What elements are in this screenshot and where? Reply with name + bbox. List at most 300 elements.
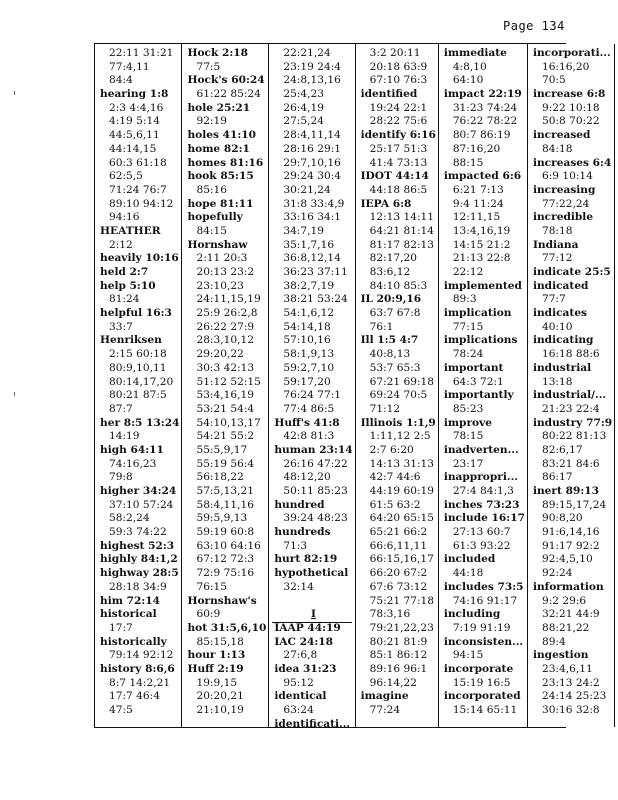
index-reference: 32:21 44:9	[541, 608, 600, 621]
index-reference: 60:3 61:18	[109, 156, 167, 169]
index-reference: 77:4,11	[109, 60, 150, 73]
index-term: highly 84:1,2	[100, 553, 178, 566]
index-reference: 32:14	[283, 580, 314, 593]
index-reference: 4:8,10	[452, 60, 487, 73]
index-reference: 90:8,20	[541, 512, 583, 525]
index-reference: 82:17,20	[369, 252, 417, 265]
index-reference: 64:3 72:1	[452, 375, 504, 388]
index-reference: 58:4,11,16	[196, 498, 254, 511]
index-term: homes 81:16	[187, 156, 264, 169]
index-reference: 66:15,16,17	[369, 553, 434, 566]
index-term: increased	[532, 129, 591, 142]
index-reference: 20:13 23:2	[196, 266, 255, 278]
index-term: hurt 82:19	[274, 553, 338, 566]
index-reference: 25:9 26:2,8	[196, 307, 258, 320]
index-reference: 67:10 76:3	[369, 74, 428, 87]
index-reference: 65:21 66:2	[369, 526, 428, 539]
index-reference: 36:8,12,14	[283, 252, 341, 265]
index-reference	[274, 595, 352, 609]
index-reference: 44:18 86:5	[369, 183, 428, 196]
index-term: inappropri...	[443, 471, 518, 484]
index-reference: 28:22 75:6	[369, 115, 428, 128]
index-reference: 12:11,15	[452, 211, 501, 224]
index-reference: 34:7,19	[283, 224, 324, 237]
index-reference: 78:3,16	[369, 608, 411, 621]
index-reference: 53:21 54:4	[196, 402, 255, 415]
index-reference: 89:3	[452, 293, 477, 306]
index-reference: 80:21 81:9	[369, 635, 428, 648]
index-reference: 80:22 81:13	[541, 430, 607, 443]
index-reference: 21:13 22:8	[452, 252, 511, 265]
index-term: Hornshaw	[187, 238, 248, 251]
index-reference: 84:10 85:3	[369, 279, 428, 292]
index-term: increases 6:4	[532, 156, 612, 169]
index-reference: 84:15	[196, 224, 227, 237]
index-reference: 17:7 46:4	[109, 690, 160, 703]
index-reference: 71:3	[283, 539, 308, 552]
index-reference: 95:12	[283, 676, 314, 689]
index-term: Huff's 41:8	[274, 416, 340, 429]
index-reference: 41:4 73:13	[369, 156, 428, 169]
index-term: implication	[443, 307, 512, 320]
index-reference: 57:5,13,21	[196, 485, 254, 497]
index-term: her 8:5 13:24	[100, 416, 180, 429]
index-reference: 40:8,13	[369, 348, 411, 361]
index-reference: 61:22 85:24	[196, 88, 261, 101]
index-reference: 13:4,16,19	[452, 224, 511, 237]
index-reference: 12:13 14:11	[369, 211, 435, 224]
index-reference: 89:16 96:1	[369, 662, 428, 675]
index-reference: 89:15,17,24	[541, 498, 607, 511]
index-reference: 87:7	[109, 402, 133, 415]
index-term: high 64:11	[100, 443, 164, 456]
index-reference: 42:7 44:6	[369, 471, 421, 484]
index-reference: 31:23 74:24	[452, 101, 518, 114]
index-reference: 84:4	[109, 74, 133, 87]
index-reference: 80:21 87:5	[109, 389, 167, 402]
index-reference: 92:4,5,10	[541, 553, 593, 566]
index-term: incorporated	[443, 690, 521, 703]
index-reference: 29:20,22	[196, 348, 244, 361]
index-reference: 82:6,17	[541, 443, 583, 456]
index-reference: 14:13 31:13	[369, 457, 435, 470]
index-term: inadverten...	[443, 443, 519, 456]
index-term: IEPA 6:8	[360, 197, 412, 210]
index-reference: 74:16 91:17	[452, 594, 518, 607]
index-term: implemented	[443, 279, 522, 292]
index-reference: 57:10,16	[283, 334, 331, 347]
index-reference: 89:4	[541, 635, 566, 648]
index-reference: 94:15	[452, 649, 484, 662]
index-reference: 85:16	[196, 183, 227, 196]
index-term: identificati...	[274, 717, 351, 730]
index-term: Ill 1:5 4:7	[360, 334, 419, 347]
index-term: him 72:14	[100, 594, 161, 607]
index-reference: 59:19 60:8	[196, 526, 255, 539]
index-reference: 2:11 20:3	[196, 252, 248, 265]
index-reference: 21:23 22:4	[541, 402, 600, 415]
index-reference: 22:12	[452, 266, 484, 278]
index-term: history 8:6,6	[100, 662, 175, 675]
index-term: identified	[360, 88, 418, 101]
index-reference: 64:10	[452, 74, 484, 87]
index-term: human 23:14	[274, 443, 353, 456]
index-reference: 63:24	[283, 704, 314, 716]
index-reference: 92:24	[541, 567, 573, 580]
index-term: home 82:1	[187, 142, 250, 155]
index-term: impacted 6:6	[443, 170, 522, 183]
index-reference: 20:20,21	[196, 690, 244, 703]
word-index-table	[94, 43, 613, 730]
index-reference: 84:18	[541, 142, 573, 155]
index-reference: 79:8	[109, 471, 133, 484]
index-term: holes 41:10	[187, 129, 257, 142]
index-reference: 77:15	[452, 320, 484, 333]
index-reference: 76:15	[196, 580, 227, 593]
index-reference: 19:24 22:1	[369, 101, 428, 114]
index-term: Illinois 1:1,9	[360, 416, 436, 429]
index-reference: 6:21 7:13	[452, 183, 504, 196]
index-term: hopefully	[187, 211, 243, 224]
index-term: ingestion	[532, 649, 589, 662]
index-term: increasing	[532, 183, 596, 196]
index-term: implications	[443, 334, 518, 347]
index-reference: 63:10 64:16	[196, 539, 261, 552]
index-reference: 7:19 91:19	[452, 621, 511, 634]
index-reference: 87:16,20	[452, 142, 501, 155]
index-reference: 44:18	[452, 567, 484, 580]
index-reference: 50:8 70:22	[541, 115, 600, 128]
index-reference: 94:16	[109, 211, 140, 224]
index-reference: 47:5	[109, 704, 133, 716]
index-term: idea 31:23	[274, 662, 337, 675]
section-divider	[272, 622, 351, 623]
index-reference: 22:21,24	[283, 47, 331, 59]
margin-tick-mark	[14, 392, 18, 396]
index-column	[268, 44, 354, 730]
index-column	[527, 44, 615, 727]
index-term: Huff 2:19	[187, 662, 244, 675]
index-reference: 85:15,18	[196, 635, 244, 648]
index-term: helpful 16:3	[100, 307, 172, 320]
index-reference: 21:10,19	[196, 704, 244, 716]
index-reference: 4:19 5:14	[109, 115, 160, 128]
index-reference: 85:1 86:12	[369, 649, 428, 662]
index-reference: 26:22 27:9	[196, 320, 255, 333]
index-term: hundred	[274, 498, 325, 511]
index-reference: 64:20 65:15	[369, 512, 435, 525]
index-reference: 55:19 56:4	[196, 457, 255, 470]
index-reference: 76:24 77:1	[283, 389, 342, 402]
index-term: indicate 25:5	[532, 266, 611, 278]
index-column	[94, 44, 181, 727]
index-reference: 77:24	[369, 704, 401, 716]
index-reference: 92:19	[196, 115, 227, 128]
index-reference: 15:14 65:11	[452, 704, 518, 716]
index-reference: 14:15 21:2	[452, 238, 511, 251]
index-reference: 16:18 88:6	[541, 348, 600, 361]
index-reference: 96:14,22	[369, 676, 417, 689]
index-reference: 25:4,23	[283, 88, 324, 101]
index-term: historical	[100, 608, 157, 621]
index-reference: 19:9,15	[196, 676, 238, 689]
index-term: IL 20:9,16	[360, 293, 422, 306]
index-reference: 24:14 25:23	[541, 690, 607, 703]
index-reference: 62:5,5	[109, 170, 143, 183]
index-reference: 29:7,10,16	[283, 156, 341, 169]
index-term: include 16:17	[443, 512, 525, 525]
index-reference: 67:12 72:3	[196, 553, 255, 566]
index-term: including	[443, 608, 501, 621]
index-reference: 79:21,22,23	[369, 621, 434, 634]
index-reference: 77:4 86:5	[283, 402, 335, 415]
index-reference: 2:15 60:18	[109, 348, 167, 361]
index-reference: 53:7 65:3	[369, 361, 421, 374]
index-reference: 26:16 47:22	[283, 457, 348, 470]
index-reference: 2:3 4:4,16	[109, 101, 164, 114]
index-reference: 9:2 29:6	[541, 594, 587, 607]
index-reference: 8:7 14:2,21	[109, 676, 171, 689]
index-reference: 44:14,15	[109, 142, 157, 155]
index-reference: 23:4,6,11	[541, 662, 593, 675]
index-reference: 83:6,12	[369, 266, 411, 278]
index-reference: 81:17 82:13	[369, 238, 435, 251]
index-term: highway 28:5	[100, 567, 179, 580]
index-reference: 55:5,9,17	[196, 443, 248, 456]
index-term: incorporate	[443, 662, 514, 675]
index-term: IDOT 44:14	[360, 170, 429, 183]
index-term: Henriksen	[100, 334, 162, 347]
index-reference: 3:2 20:11	[369, 47, 421, 59]
index-reference: 28:18 34:9	[109, 580, 167, 593]
index-reference: 9:22 10:18	[541, 101, 600, 114]
index-term: incredible	[532, 211, 594, 224]
index-term: increase 6:8	[532, 88, 606, 101]
index-reference: 60:9	[196, 608, 221, 621]
index-reference: 40:10	[541, 320, 573, 333]
index-reference: 80:9,10,11	[109, 361, 167, 374]
index-reference: 89:10 94:12	[109, 197, 174, 210]
index-term: hypothetical	[274, 567, 349, 580]
index-reference: 91:6,14,16	[541, 526, 600, 539]
index-reference: 28:3,10,12	[196, 334, 254, 347]
index-reference: 27:5,24	[283, 115, 324, 128]
index-reference: 78:24	[452, 348, 484, 361]
index-reference: 54:1,6,12	[283, 307, 335, 320]
index-term: inert 89:13	[532, 485, 599, 497]
index-reference: 77:5	[196, 60, 221, 73]
index-term: indicating	[532, 334, 594, 347]
index-term: IAAP 44:19	[274, 621, 341, 634]
index-term: help 5:10	[100, 279, 156, 292]
index-term: heavily 10:16	[100, 252, 179, 265]
index-reference: 54:21 55:2	[196, 430, 255, 443]
index-term: Hock's 60:24	[187, 74, 265, 87]
index-term: included	[443, 553, 496, 566]
index-reference: 42:8 81:3	[283, 430, 335, 443]
index-term: hearing 1:8	[100, 88, 169, 101]
index-term: Hornshaw's	[187, 594, 257, 607]
index-term: hook 85:15	[187, 170, 254, 183]
index-term: important	[443, 361, 504, 374]
index-reference: 23:10,23	[196, 279, 244, 292]
index-term: highest 52:3	[100, 539, 175, 552]
index-term: hundreds	[274, 526, 331, 539]
index-reference: 48:12,20	[283, 471, 331, 484]
index-reference: 23:19 24:4	[283, 60, 342, 73]
index-term: importantly	[443, 389, 514, 402]
index-term: hot 31:5,6,10	[187, 621, 267, 634]
index-reference: 2:7 6:20	[369, 443, 414, 456]
index-reference: 75:21 77:18	[369, 594, 435, 607]
index-reference: 72:9 75:16	[196, 567, 255, 580]
index-reference: 33:7	[109, 320, 133, 333]
index-reference: 79:14 92:12	[109, 649, 174, 662]
index-reference: 78:15	[452, 430, 484, 443]
index-reference: 17:7	[109, 621, 133, 634]
index-column	[438, 44, 527, 727]
index-reference: 30:16 32:8	[541, 704, 600, 716]
index-reference: 50:11 85:23	[283, 485, 348, 497]
index-term: Hock 2:18	[187, 47, 249, 59]
index-reference: 2:12	[109, 238, 133, 251]
index-reference: 27:4 84:1,3	[452, 485, 514, 497]
index-reference: 66:20 67:2	[369, 567, 428, 580]
index-term: hour 1:13	[187, 649, 246, 662]
index-reference: 61:3 93:22	[452, 539, 511, 552]
page-number: Page 134	[503, 19, 565, 33]
index-reference: 74:16,23	[109, 457, 157, 470]
index-reference: 61:5 63:2	[369, 498, 421, 511]
index-reference: 24:11,15,19	[196, 293, 261, 306]
index-term: immediate	[443, 47, 507, 59]
index-reference: 28:4,11,14	[283, 129, 341, 142]
index-reference: 29:24 30:4	[283, 170, 342, 183]
index-reference: 67:6 73:12	[369, 580, 428, 593]
index-term: inconsisten...	[443, 635, 524, 648]
index-reference: 67:21 69:18	[369, 375, 435, 388]
index-term: improve	[443, 416, 492, 429]
index-reference: 30:21,24	[283, 183, 331, 196]
index-reference: 37:10 57:24	[109, 498, 174, 511]
index-term: historically	[100, 635, 167, 648]
index-reference: 54:10,13,17	[196, 416, 261, 429]
index-reference: 80:14,17,20	[109, 375, 174, 388]
index-reference: 58:2,24	[109, 512, 150, 525]
index-reference: 69:24 70:5	[369, 389, 428, 402]
index-reference: 81:24	[109, 293, 140, 306]
index-term: industry 77:9	[532, 416, 613, 429]
index-reference: 63:7 67:8	[369, 307, 421, 320]
index-reference: 77:22,24	[541, 197, 590, 210]
index-term: HEATHER	[100, 224, 161, 237]
index-reference: 24:8,13,16	[283, 74, 341, 87]
index-reference: 36:23 37:11	[283, 266, 348, 278]
index-term: industrial	[532, 361, 592, 374]
index-reference: 30:3 42:13	[196, 361, 255, 374]
index-reference: 44:5,6,11	[109, 129, 160, 142]
index-reference: 71:12	[369, 402, 401, 415]
index-term: hope 81:11	[187, 197, 254, 210]
index-reference: 16:16,20	[541, 60, 590, 73]
index-reference: 25:17 51:3	[369, 142, 428, 155]
index-reference: 14:19	[109, 430, 140, 443]
index-reference: 64:21 81:14	[369, 224, 435, 237]
index-reference: 59:2,7,10	[283, 361, 335, 374]
index-term: held 2:7	[100, 266, 149, 278]
index-reference: 58:1,9,13	[283, 348, 335, 361]
index-reference: 44:19 60:19	[369, 485, 435, 497]
index-reference: 38:2,7,19	[283, 279, 335, 292]
index-reference: 23:13 24:2	[541, 676, 600, 689]
index-reference: 33:16 34:1	[283, 211, 342, 224]
index-reference: 38:21 53:24	[283, 293, 348, 306]
index-term: identify 6:16	[360, 129, 436, 142]
index-term: incorporati...	[532, 47, 611, 59]
index-reference: 76:1	[369, 320, 394, 333]
index-reference: 15:19 16:5	[452, 676, 511, 689]
index-reference: 70:5	[541, 74, 566, 87]
index-reference: 35:1,7,16	[283, 238, 335, 251]
index-reference: 88:15	[452, 156, 484, 169]
index-term: impact 22:19	[443, 88, 522, 101]
index-reference: 23:17	[452, 457, 484, 470]
index-reference: 28:16 29:1	[283, 142, 342, 155]
index-reference: 59:3 74:22	[109, 526, 167, 539]
index-reference: 1:11,12 2:5	[369, 430, 431, 443]
index-term: information	[532, 580, 604, 593]
index-term: higher 34:24	[100, 485, 177, 497]
index-reference: 83:21 84:6	[541, 457, 600, 470]
index-column	[355, 44, 438, 727]
index-reference: 76:22 78:22	[452, 115, 518, 128]
index-reference: 13:18	[541, 375, 573, 388]
index-reference: 86:17	[541, 471, 573, 484]
index-reference: 9:4 11:24	[452, 197, 504, 210]
index-reference: 91:17 92:2	[541, 539, 600, 552]
index-reference: 80:7 86:19	[452, 129, 511, 142]
index-reference: 51:12 52:15	[196, 375, 261, 388]
index-reference: 66:6,11,11	[369, 539, 428, 552]
index-term: includes 73:5	[443, 580, 524, 593]
index-reference: 71:24 76:7	[109, 183, 167, 196]
index-term: IAC 24:18	[274, 635, 334, 648]
index-reference: 20:18 63:9	[369, 60, 428, 73]
index-reference: 77:12	[541, 252, 573, 265]
index-term: industrial/...	[532, 389, 607, 402]
margin-tick-mark	[14, 91, 18, 95]
index-reference: 77:7	[541, 293, 566, 306]
index-term: Indiana	[532, 238, 579, 251]
index-reference: 85:23	[452, 402, 484, 415]
section-letter: I	[310, 608, 316, 621]
index-term: inches 73:23	[443, 498, 520, 511]
index-term: hole 25:21	[187, 101, 251, 114]
index-reference: 54:14,18	[283, 320, 331, 333]
index-reference: 59:17,20	[283, 375, 331, 388]
index-term: identical	[274, 690, 327, 703]
index-reference: 78:18	[541, 224, 573, 237]
index-reference: 27:6,8	[283, 649, 318, 662]
index-reference: 27:13 60:7	[452, 526, 511, 539]
index-reference: 6:9 10:14	[541, 170, 593, 183]
index-reference: 53:4,16,19	[196, 389, 254, 402]
index-reference: 88:21,22	[541, 621, 590, 634]
index-reference: 59:5,9,13	[196, 512, 248, 525]
index-term: indicates	[532, 307, 588, 320]
index-term: indicated	[532, 279, 589, 292]
index-reference: 22:11 31:21	[109, 47, 174, 59]
